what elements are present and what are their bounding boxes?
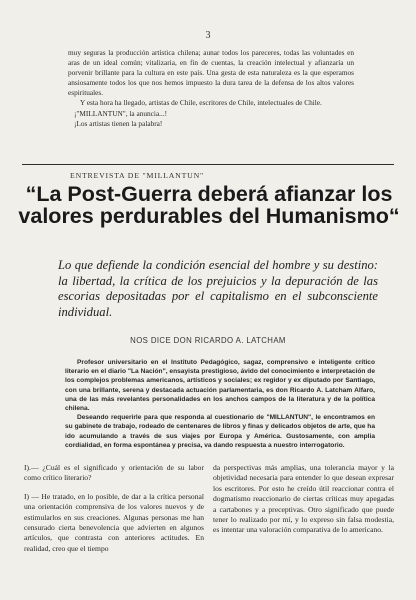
lead-paragraph-1: Profesor universitario en el Instituto Pedagógico, sagaz, comprensivo e inteligente crítico literario en el diario "La Nación", ensayista prestigioso, ávido del conocimiento e interpretación de los complejos problemas americanos, artísticos y sociales; ex regidor y ex diputado por Santiago, con una brillante, serena y destacada actuación parlamentaria, es don Ricardo A. Latcham Alfaro, una de las más revelantes personalidades en los anchos campos de la literatura y de la política chilena.	[65, 359, 375, 413]
interview-answer-continued: da perspectivas más amplias, una tolerancia mayor y la objetividad necesaria para entender lo que desean expresar los escritores. Por esto he creído útil reaccionar contra el dogmatismo reaccionario de ciertas críticas muy apegadas a cartabones y a preceptivas. Otro significado que puede tener lo realizado por mí, y lo expreso sin falsa modestia, es intentar una valoración comparativa de lo americano.	[213, 463, 394, 535]
page-number: 3	[205, 30, 211, 41]
intro-paragraph-2: Y esta hora ha llegado, artistas de Chile, escritores de Chile, intelectuales de Chile.	[80, 98, 322, 107]
body-column-left	[24, 463, 204, 562]
article-subtitle: Lo que defiende la condición esencial del hombre y su destino: la libertad, la crítica de los prejuicios y la depuración de las escorias depositadas por el capitalismo en el subconsciente individual.	[58, 258, 378, 319]
intro-closing-line-2: ¡Los artistas tienen la palabra!	[74, 119, 163, 128]
section-kicker: ENTREVISTA DE "MILLANTUN"	[70, 171, 205, 180]
lead-paragraph-2: Deseando requerirle para que responda al cuestionario de "MILLANTUN", le encontramos en su gabinete de trabajo, rodeado de centenares de libros y finas y delicados objetos de arte, que ha ido acumulando a través de sus viajes por Europa y América. Gustosamente, con amplia cordialidad, en forma espontánea y precisa, va dando respuesta a nuestro interrogatorio.	[65, 414, 375, 449]
interview-answer: I) — He tratado, en lo posible, de dar a la crítica personal una orientación comprensiva de los valores nuevos y de estimularlos en sus creaciones. Algunas personas me han censurado cierta benevolencia que advierten en algunos artículos, que contrasta con anteriores actitudes. En realidad, creo que el tiempo	[24, 491, 204, 553]
body-column-right	[213, 463, 394, 544]
section-divider	[22, 164, 394, 165]
intro-paragraph-1: muy seguras la producción artística chilena; aunar todos los pareceres, todas las voluntades en aras de un ideal común; vitalizaria, en fin de cuentas, la creación intelectual y afianzaría un porvenir brillante para la cultura en este país. Una gesta de esta naturaleza es la que esperamos ansiosamente todos los que nos hemos impuesto la dura tarea de la defensa de los altos valores espirituales.	[68, 48, 354, 97]
interview-question: I).— ¿Cuál es el significado y orientación de su labor como crítico literario?	[24, 463, 204, 483]
article-byline: NOS DICE DON RICARDO A. LATCHAM	[130, 336, 286, 345]
intro-closing-line-1: ¡"MILLANTUN", la anuncia...!	[74, 109, 168, 118]
article-lead	[65, 358, 375, 450]
article-headline: “La Post-Guerra deberá afianzar los valores perdurables del Humanismo“	[18, 182, 400, 228]
intro-closing	[68, 109, 354, 129]
intro-text	[68, 48, 354, 129]
